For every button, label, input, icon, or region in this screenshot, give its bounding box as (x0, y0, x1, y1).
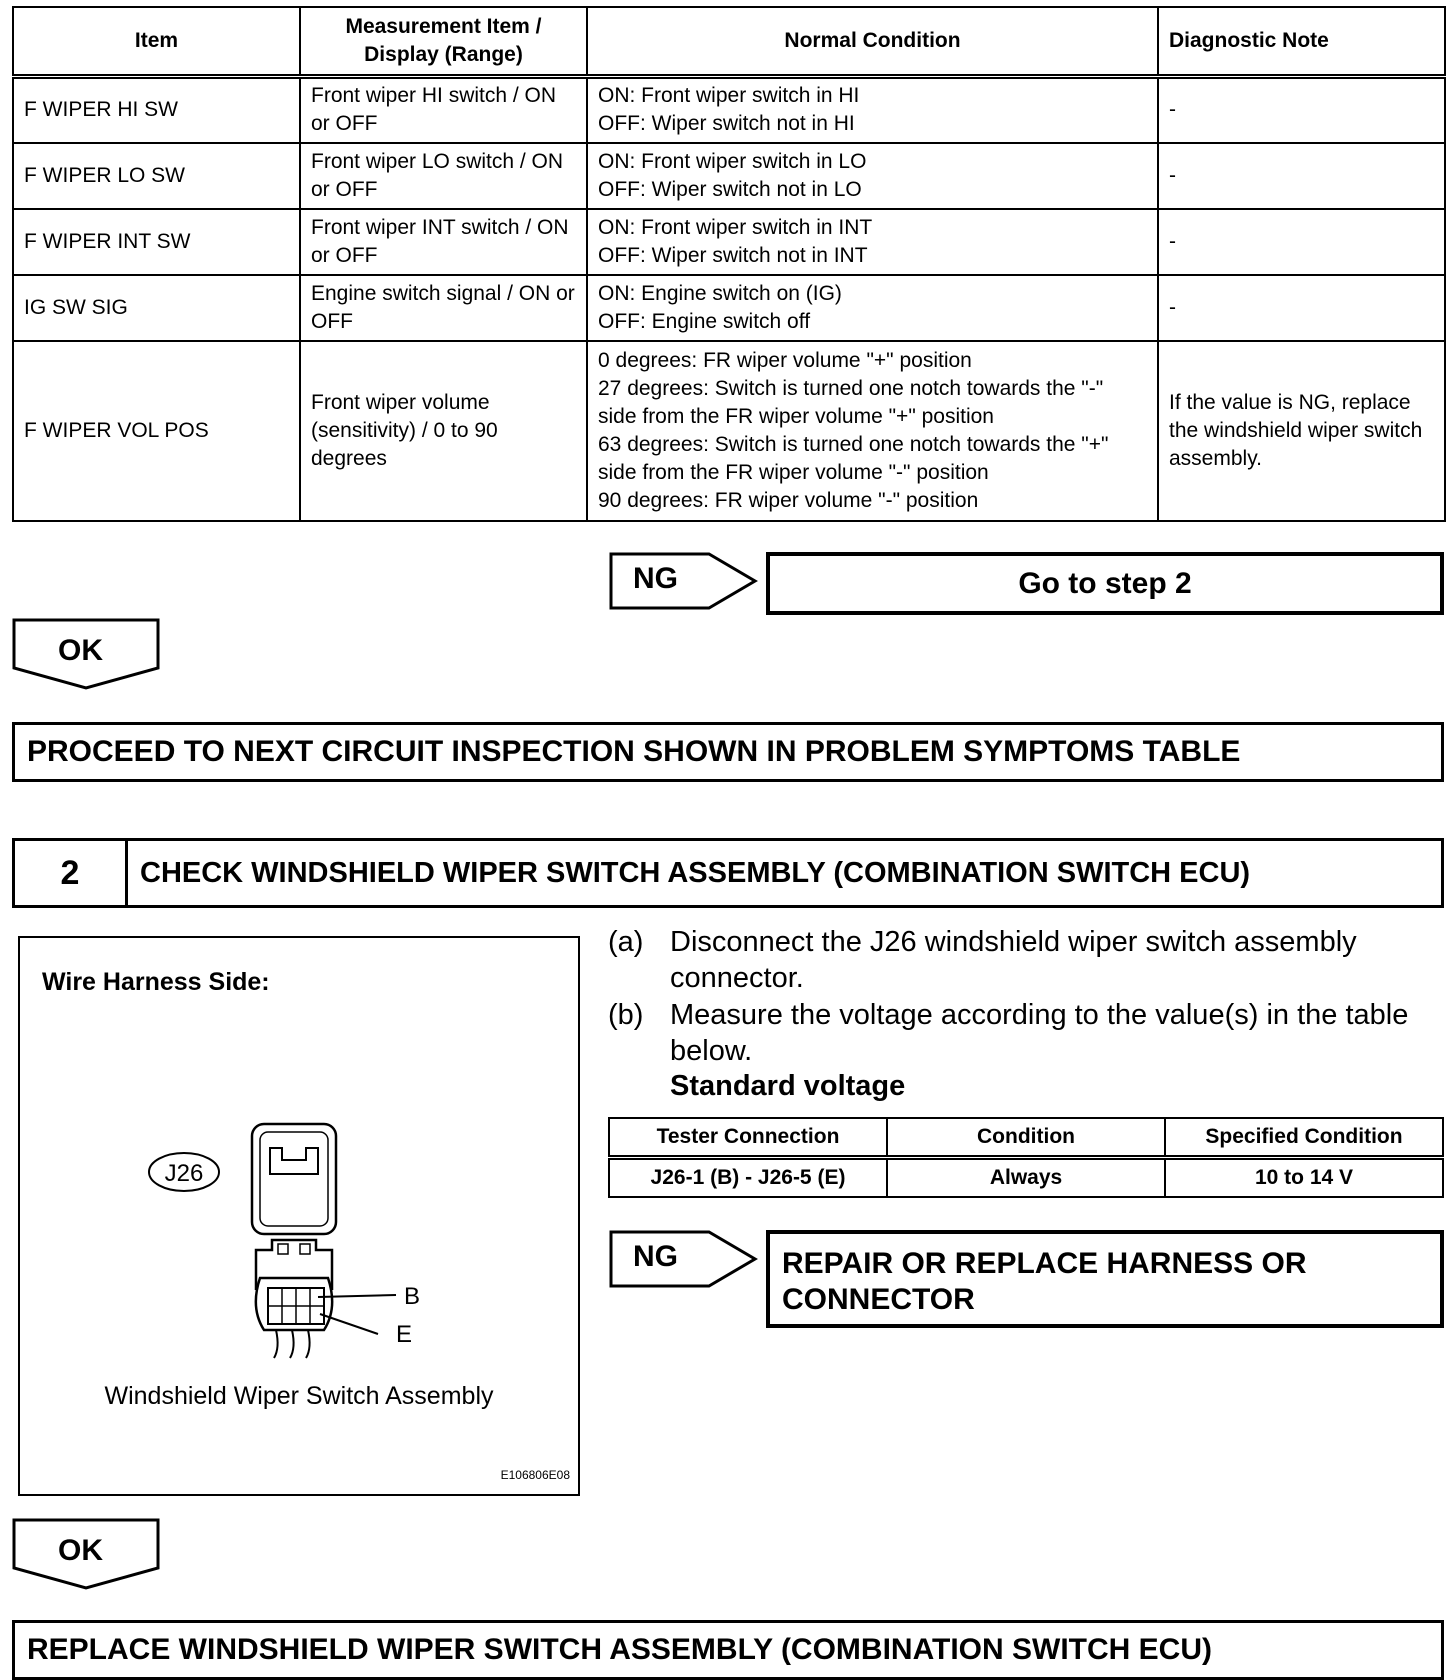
header-condition: Condition (887, 1118, 1165, 1158)
header-item: Item (13, 7, 300, 77)
table-row (13, 209, 1445, 275)
ok-tag (12, 1518, 160, 1590)
cell-specified-condition: 10 to 14 V (1165, 1158, 1443, 1198)
header-tester-connection: Tester Connection (609, 1118, 887, 1158)
row-normal (587, 209, 1158, 275)
table-row (609, 1158, 1443, 1198)
row-item: F WIPER INT SW (13, 209, 300, 275)
table-row (13, 77, 1445, 143)
row-item: IG SW SIG (13, 275, 300, 341)
ng-result-text: REPAIR OR REPLACE HARNESS OR CONNECTOR (782, 1247, 1307, 1316)
terminal-b-label: B (404, 1283, 421, 1310)
cell-tester-connection: J26-1 (B) - J26-5 (E) (609, 1158, 887, 1198)
row-note: - (1158, 143, 1445, 209)
ok-result-banner (12, 1620, 1444, 1680)
voltage-table (608, 1117, 1444, 1198)
normal-line: ON: Front wiper switch in HI (598, 84, 860, 108)
row-normal (587, 341, 1158, 521)
row-normal (587, 275, 1158, 341)
connector-label: J26 (164, 1160, 204, 1187)
normal-line: OFF: Wiper switch not in LO (598, 177, 862, 201)
row-note: If the value is NG, replace the windshield wiper switch assembly. (1158, 341, 1445, 521)
ok-label: OK (58, 1534, 103, 1567)
step-number: 2 (15, 841, 128, 905)
header-normal-condition: Normal Condition (587, 7, 1158, 77)
ok-tag (12, 618, 160, 690)
table-row (13, 341, 1445, 521)
row-measurement: Front wiper volume (sensitivity) / 0 to 90 degrees (300, 341, 587, 521)
normal-line: ON: Front wiper switch in INT (598, 215, 873, 239)
figure-code: E106806E08 (500, 1468, 570, 1482)
normal-line: ON: Front wiper switch in LO (598, 149, 867, 173)
figure-title: Wire Harness Side: (42, 968, 270, 996)
row-note: - (1158, 77, 1445, 143)
figure-caption: Windshield Wiper Switch Assembly (104, 1382, 494, 1410)
data-list-table (12, 6, 1446, 522)
instruction-text: Disconnect the J26 windshield wiper switch assembly connector. (670, 926, 1357, 994)
row-measurement: Front wiper INT switch / ON or OFF (300, 209, 587, 275)
row-measurement: Engine switch signal / ON or OFF (300, 275, 587, 341)
instruction-marker: (b) (608, 999, 644, 1031)
row-normal (587, 143, 1158, 209)
table-header-row (13, 7, 1445, 77)
normal-line: ON: Engine switch on (IG) (598, 281, 842, 305)
ng-label: NG (633, 562, 678, 595)
row-measurement: Front wiper HI switch / ON or OFF (300, 77, 587, 143)
row-note: - (1158, 275, 1445, 341)
header-diagnostic-note: Diagnostic Note (1158, 7, 1445, 77)
header-specified-condition: Specified Condition (1165, 1118, 1443, 1158)
normal-line: OFF: Wiper switch not in INT (598, 243, 868, 267)
ok-result-text: PROCEED TO NEXT CIRCUIT INSPECTION SHOWN IN PROBLEM SYMPTOMS TABLE (27, 735, 1241, 768)
normal-line: 27 degrees: Switch is turned one notch towards the "-" side from the FR wiper volume "+" position (598, 376, 1104, 428)
ng-arrow-icon (609, 1230, 759, 1288)
instruction-text: Measure the voltage according to the value(s) in the table below. (670, 999, 1409, 1067)
row-note: - (1158, 209, 1445, 275)
header-measurement: Measurement Item / Display (Range) (300, 7, 587, 77)
step-header (12, 838, 1444, 908)
ng-arrow-icon (609, 552, 759, 610)
row-item: F WIPER HI SW (13, 77, 300, 143)
normal-line: OFF: Engine switch off (598, 309, 811, 333)
normal-line: 0 degrees: FR wiper volume "+" position (598, 348, 972, 372)
cell-condition: Always (887, 1158, 1165, 1198)
row-item: F WIPER VOL POS (13, 341, 300, 521)
table-row (13, 275, 1445, 341)
row-normal (587, 77, 1158, 143)
normal-line: 63 degrees: Switch is turned one notch towards the "+" side from the FR wiper volume "-" position (598, 432, 1109, 484)
ng-result-text: Go to step 2 (1018, 567, 1192, 600)
normal-line: 90 degrees: FR wiper volume "-" position (598, 488, 979, 512)
row-item: F WIPER LO SW (13, 143, 300, 209)
instruction-marker: (a) (608, 926, 644, 958)
row-measurement: Front wiper LO switch / ON or OFF (300, 143, 587, 209)
ok-result-text: REPLACE WINDSHIELD WIPER SWITCH ASSEMBLY (COMBINATION SWITCH ECU) (27, 1633, 1212, 1666)
ng-label: NG (633, 1240, 678, 1273)
terminal-e-label: E (396, 1321, 413, 1348)
step-title: CHECK WINDSHIELD WIPER SWITCH ASSEMBLY (COMBINATION SWITCH ECU) (140, 856, 1251, 889)
ok-label: OK (58, 634, 103, 667)
ng-tag (609, 552, 759, 610)
connector-figure (18, 936, 580, 1496)
ng-result-box (766, 552, 1444, 615)
table-row (13, 143, 1445, 209)
ok-result-banner (12, 722, 1444, 782)
table-header-row (609, 1118, 1443, 1158)
standard-voltage-label: Standard voltage (670, 1070, 906, 1102)
ng-tag (609, 1230, 759, 1288)
normal-line: OFF: Wiper switch not in HI (598, 112, 855, 136)
ng-result-box (766, 1230, 1444, 1328)
